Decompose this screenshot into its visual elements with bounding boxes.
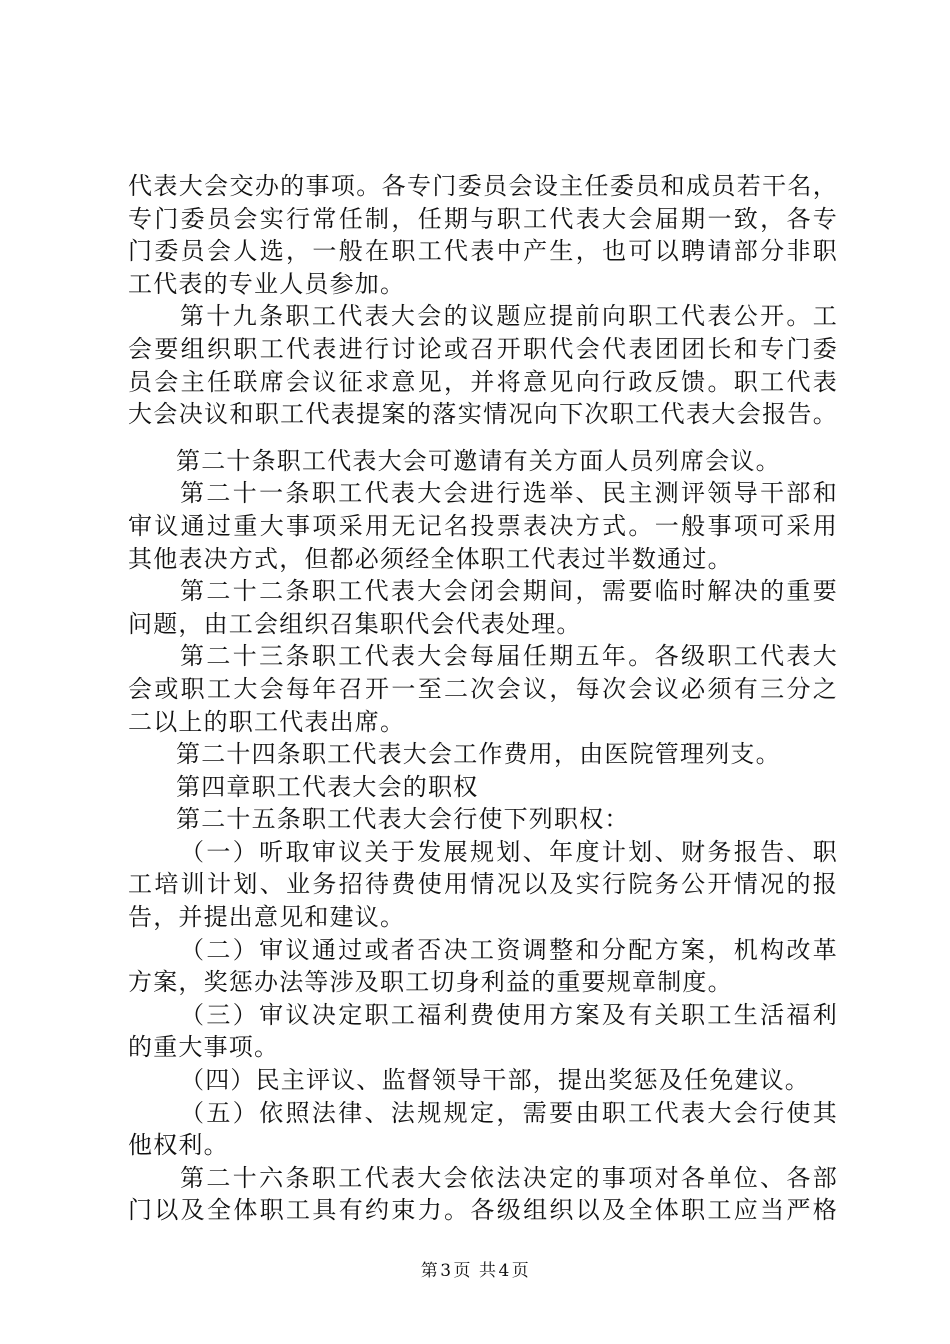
text-line: 方案，奖惩办法等涉及职工切身利益的重要规章制度。 <box>128 968 733 997</box>
text-line: 第二十四条职工代表大会工作费用，由医院管理列支。 <box>176 740 781 769</box>
text-line: 员会主任联席会议征求意见，并将意见向行政反馈。职工代表 <box>128 367 838 396</box>
text-line: （四）民主评议、监督领导干部，提出奖惩及任免建议。 <box>180 1066 810 1095</box>
text-line: 工代表的专业人员参加。 <box>128 269 406 298</box>
text-line: 第二十条职工代表大会可邀请有关方面人员列席会议。 <box>176 446 781 475</box>
document-body <box>128 170 838 1227</box>
text-line: 代表大会交办的事项。各专门委员会设主任委员和成员若干名， <box>128 172 838 200</box>
paragraph-gap <box>128 431 838 445</box>
total-prefix: 共 <box>478 1261 497 1281</box>
text-line: 门委员会人选，一般在职工代表中产生，也可以聘请部分非职 <box>128 237 838 266</box>
text-line: 第二十二条职工代表大会闭会期间，需要临时解决的重要 <box>180 577 838 606</box>
page-suffix: 页 <box>453 1261 472 1281</box>
page-footer <box>0 1256 950 1281</box>
text-line: 告，并提出意见和建议。 <box>128 903 406 932</box>
page-prefix: 第 <box>420 1261 439 1281</box>
text-line: 第二十五条职工代表大会行使下列职权： <box>176 805 630 834</box>
text-line: 其他表决方式，但都必须经全体职工代表过半数通过。 <box>128 544 733 573</box>
total-suffix: 页 <box>511 1261 530 1281</box>
chapter-heading: 第四章职工代表大会的职权 <box>176 772 479 801</box>
text-line: 问题，由工会组织召集职代会代表处理。 <box>128 609 582 638</box>
text-line: 会要组织职工代表进行讨论或召开职代会代表团团长和专门委 <box>128 334 838 363</box>
text-line: （二）审议通过或者否决工资调整和分配方案，机构改革 <box>180 935 838 964</box>
text-line: 第二十一条职工代表大会进行选举、民主测评领导干部和 <box>180 479 838 508</box>
text-line: 第十九条职工代表大会的议题应提前向职工代表公开。工 <box>180 302 838 331</box>
page-number: 3 <box>440 1261 452 1281</box>
text-line: 门以及全体职工具有约束力。各级组织以及全体职工应当严格 <box>128 1196 838 1225</box>
text-line: （三）审议决定职工福利费使用方案及有关职工生活福利 <box>180 1000 838 1029</box>
text-line: 审议通过重大事项采用无记名投票表决方式。一般事项可采用 <box>128 511 838 540</box>
total-pages: 4 <box>498 1261 510 1281</box>
text-line: 第二十六条职工代表大会依法决定的事项对各单位、各部 <box>180 1163 838 1192</box>
text-line: 工培训计划、业务招待费使用情况以及实行院务公开情况的报 <box>128 870 838 899</box>
text-line: （一）听取审议关于发展规划、年度计划、财务报告、职 <box>180 837 838 866</box>
text-line: 第二十三条职工代表大会每届任期五年。各级职工代表大 <box>180 642 838 671</box>
text-line: 他权利。 <box>128 1131 229 1160</box>
text-line: 的重大事项。 <box>128 1033 280 1062</box>
text-line: （五）依照法律、法规规定，需要由职工代表大会行使其 <box>180 1098 838 1127</box>
text-line: 会或职工大会每年召开一至二次会议，每次会议必须有三分之 <box>128 674 838 703</box>
text-line: 二以上的职工代表出席。 <box>128 707 406 736</box>
text-line: 专门委员会实行常任制，任期与职工代表大会届期一致，各专 <box>128 204 838 233</box>
text-line: 大会决议和职工代表提案的落实情况向下次职工代表大会报告。 <box>128 400 838 429</box>
